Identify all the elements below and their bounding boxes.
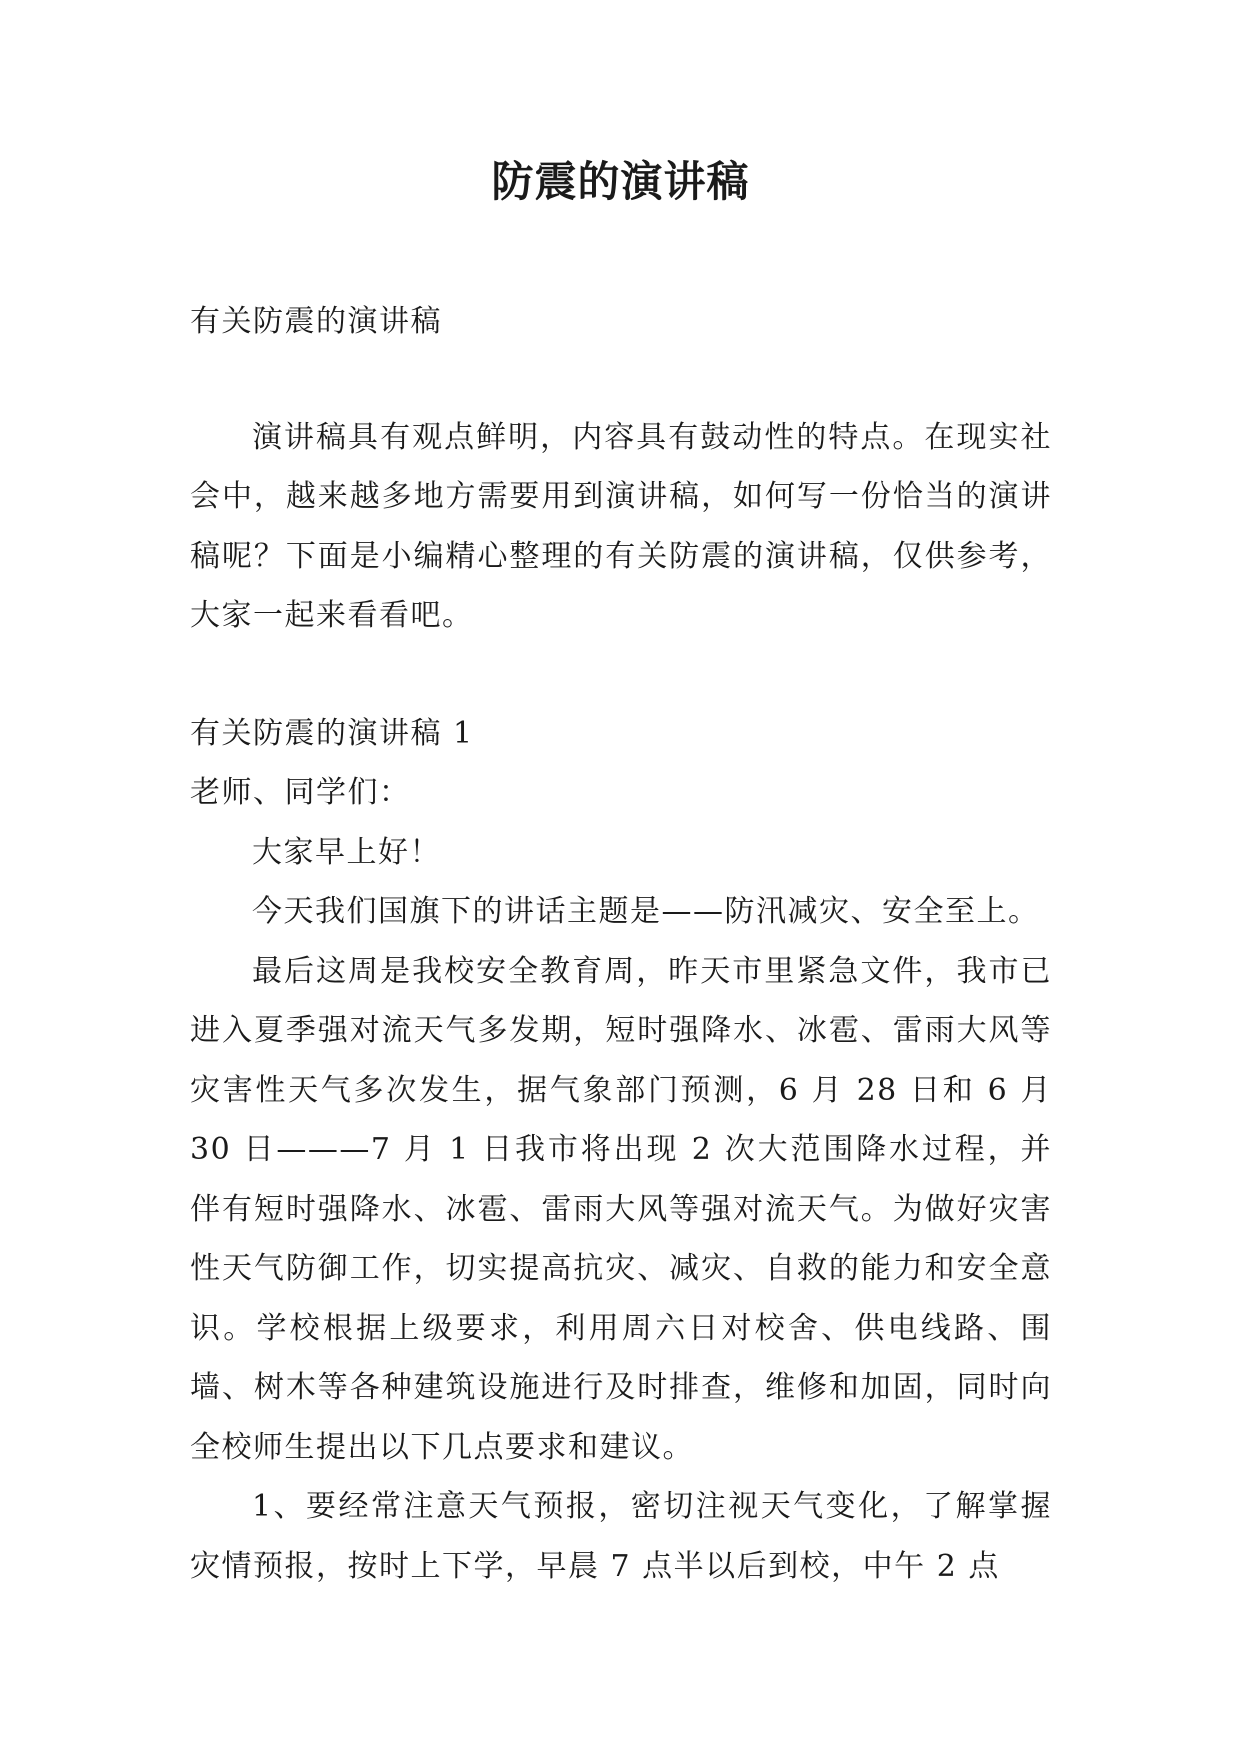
document-body	[190, 292, 1052, 1596]
intro-paragraph: 演讲稿具有观点鲜明，内容具有鼓动性的特点。在现实社会中，越来越多地方需要用到演讲稿，如何写一份恰当的演讲稿呢？下面是小编精心整理的有关防震的演讲稿，仅供参考，大家一起来看看吧。	[190, 419, 1052, 633]
salutation: 老师、同学们：	[190, 775, 411, 810]
section-heading: 有关防震的演讲稿 1	[190, 715, 474, 751]
document-title: 防震的演讲稿	[491, 157, 750, 206]
subtitle: 有关防震的演讲稿	[190, 304, 442, 339]
body-paragraph: 最后这周是我校安全教育周，昨天市里紧急文件，我市已进入夏季强对流天气多发期，短时强降水、冰雹、雷雨大风等灾害性天气多次发生，据气象部门预测，6 月 28 日和 6 月 30 日———7 月 1 日我市将出现 2 次大范围降水过程，并伴有短时强降水、冰雹、雷雨大风等强对流天气。为做好灾害性天气防御工作，切实提高抗灾、减灾、自救的能力和安全意识。学校根据上级要求，利用周六日对校舍、供电线路、围墙、树木等各种建筑设施进行及时排查，维修和加固，同时向全校师生提出以下几点要求和建议。	[190, 953, 1052, 1465]
body-paragraph: 1、要经常注意天气预报，密切注视天气变化，了解掌握灾情预报，按时上下学，早晨 7 点半以后到校，中午 2 点	[190, 1489, 1052, 1584]
body-paragraph: 今天我们国旗下的讲话主题是——防汛减灾、安全至上。	[252, 894, 1040, 929]
greeting: 大家早上好！	[252, 834, 441, 870]
